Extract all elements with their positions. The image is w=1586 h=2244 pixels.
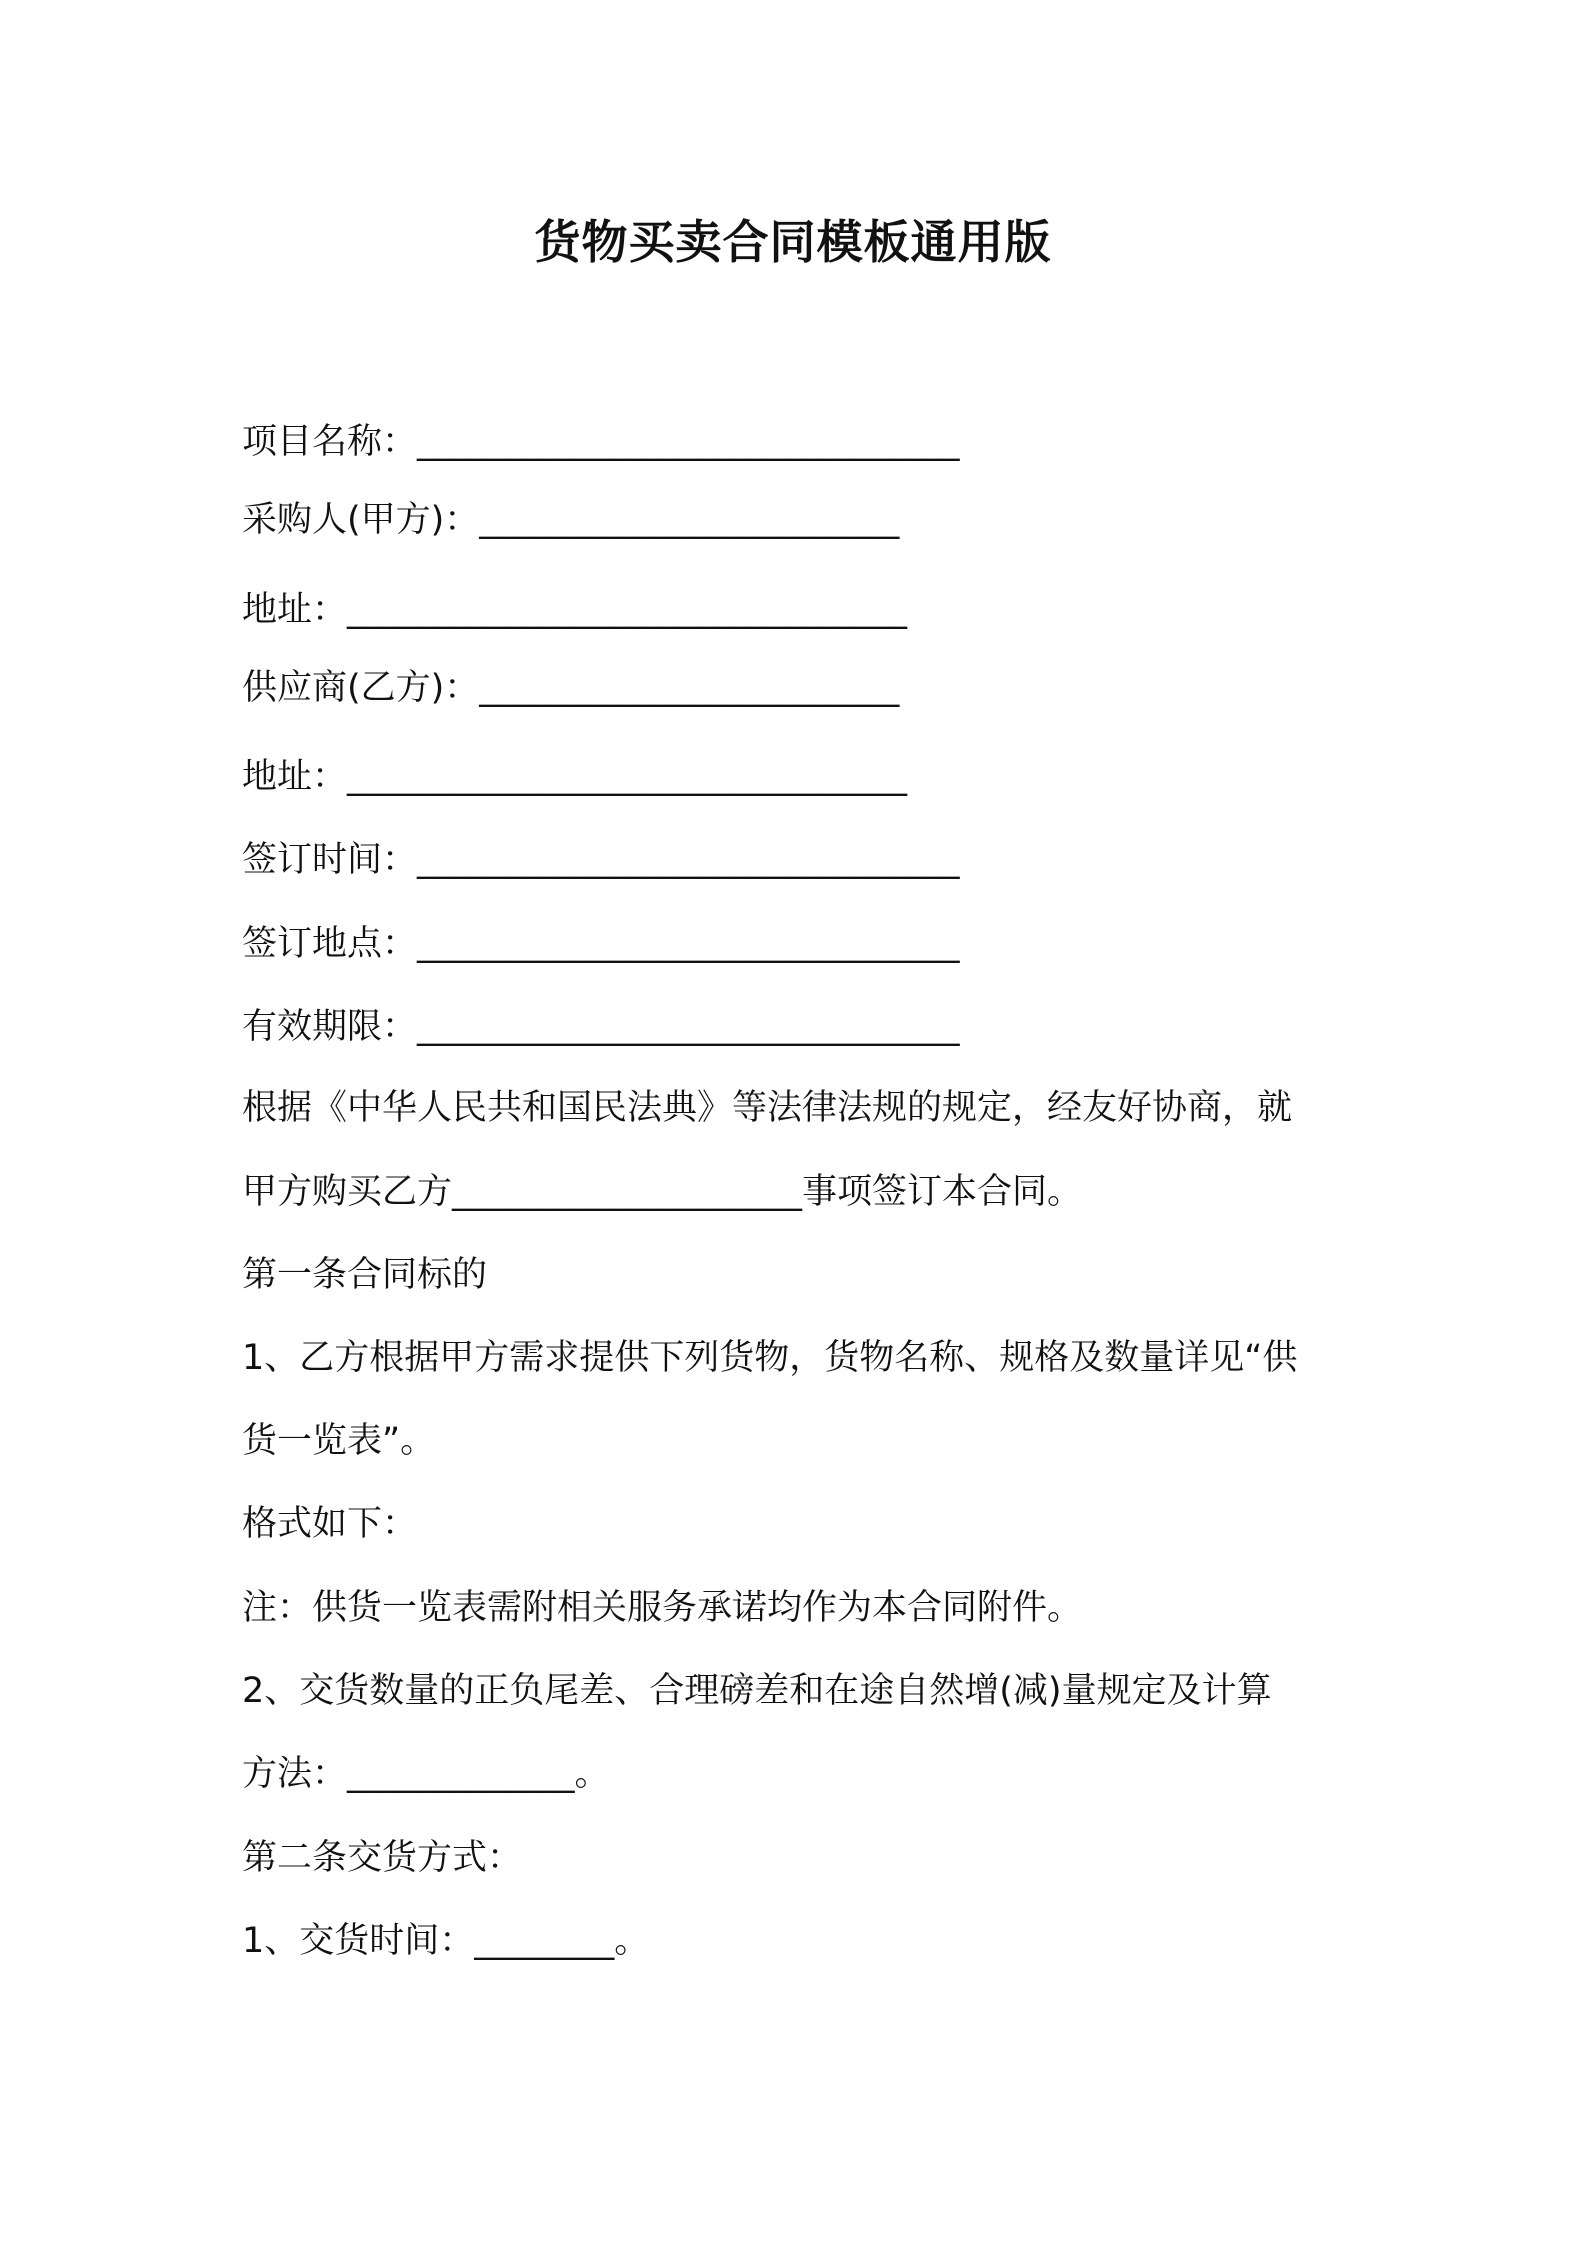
paragraph-line: 2、交货数量的正负尾差、合理磅差和在途自然增(减)量规定及计算: [242, 1671, 1272, 1711]
project-name-line: 项目名称：_______________________________: [242, 422, 960, 462]
signing-time-line: 签订时间：_______________________________: [242, 840, 960, 880]
buyer-address-line: 地址：________________________________: [242, 590, 908, 630]
paragraph-line: 1、交货时间：________。: [242, 1921, 650, 1961]
paragraph-line: 方法：_____________。: [242, 1754, 610, 1794]
validity-period-line: 有效期限：_______________________________: [242, 1007, 960, 1047]
paragraph-line: 甲方购买乙方____________________事项签订本合同。: [242, 1172, 1083, 1212]
supplier-line: 供应商(乙方)：________________________: [242, 668, 900, 708]
paragraph-line: 货一览表”。: [242, 1421, 436, 1461]
document-title: 货物买卖合同模板通用版: [534, 215, 1052, 269]
paragraph-line: 根据《中华人民共和国民法典》等法律法规的规定，经友好协商，就: [242, 1088, 1293, 1128]
section-heading: 第二条交货方式：: [242, 1838, 523, 1878]
buyer-line: 采购人(甲方)：________________________: [242, 500, 900, 540]
note-line: 注：供货一览表需附相关服务承诺均作为本合同附件。: [242, 1588, 1083, 1628]
signing-place-line: 签订地点：_______________________________: [242, 924, 960, 964]
section-heading: 第一条合同标的: [242, 1255, 488, 1295]
paragraph-line: 格式如下：: [242, 1504, 418, 1544]
supplier-address-line: 地址：________________________________: [242, 757, 908, 797]
paragraph-line: 1、乙方根据甲方需求提供下列货物，货物名称、规格及数量详见“供: [242, 1338, 1298, 1378]
